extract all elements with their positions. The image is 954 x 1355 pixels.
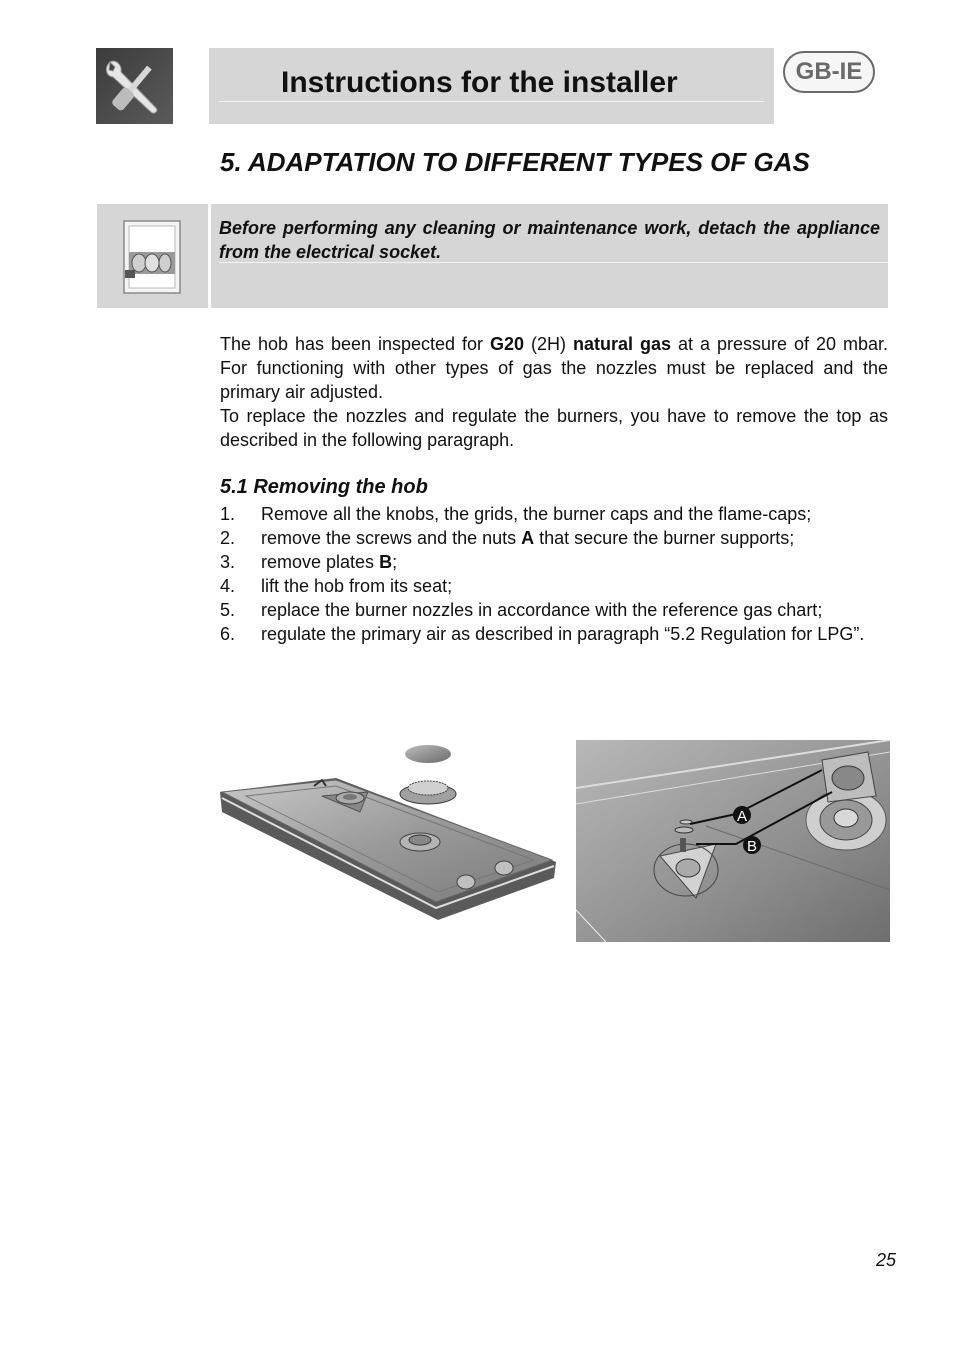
steps-list	[220, 502, 888, 646]
electrical-socket-icon	[123, 220, 181, 294]
page-number: 25	[875, 1250, 896, 1270]
list-item: 4. lift the hob from its seat;	[220, 576, 453, 596]
region-badge: GB-IE	[783, 51, 875, 93]
list-item: 1. Remove all the knobs, the grids, the burner caps and the flame-caps;	[220, 504, 812, 524]
header-bar	[209, 48, 774, 124]
list-item: 6. regulate the primary air as described in paragraph “5.2 Regulation for LPG”.	[220, 624, 865, 644]
list-item: 2. remove the screws and the nuts A that secure the burner supports;	[220, 528, 795, 548]
burner-closeup-illustration	[576, 740, 890, 942]
intro-paragraph-1: The hob has been inspected for G20 (2H) natural gas at a pressure of 20 mbar. For functioning with other types of gas the nozzles must be replaced and the primary air adjusted.	[220, 334, 888, 402]
warning-box	[211, 204, 888, 308]
label-b: B	[746, 838, 758, 855]
warning-text: Before performing any cleaning or maintenance work, detach the appliance from the electrical socket.	[219, 218, 880, 262]
intro-paragraph-2: To replace the nozzles and regulate the burners, you have to remove the top as described in the following paragraph.	[220, 406, 888, 450]
subsection-title: 5.1 Removing the hob	[220, 476, 428, 498]
page-header-title: Instructions for the installer	[281, 66, 678, 99]
list-item: 3. remove plates B;	[220, 552, 398, 572]
label-a: A	[736, 808, 748, 825]
section-title: 5. ADAPTATION TO DIFFERENT TYPES OF GAS	[220, 147, 810, 177]
intro-text	[220, 332, 888, 452]
warning-icon-box	[97, 204, 208, 308]
list-item: 5. replace the burner nozzles in accordance with the reference gas chart;	[220, 600, 823, 620]
hob-overview-illustration	[218, 740, 560, 926]
tools-icon	[96, 48, 173, 124]
